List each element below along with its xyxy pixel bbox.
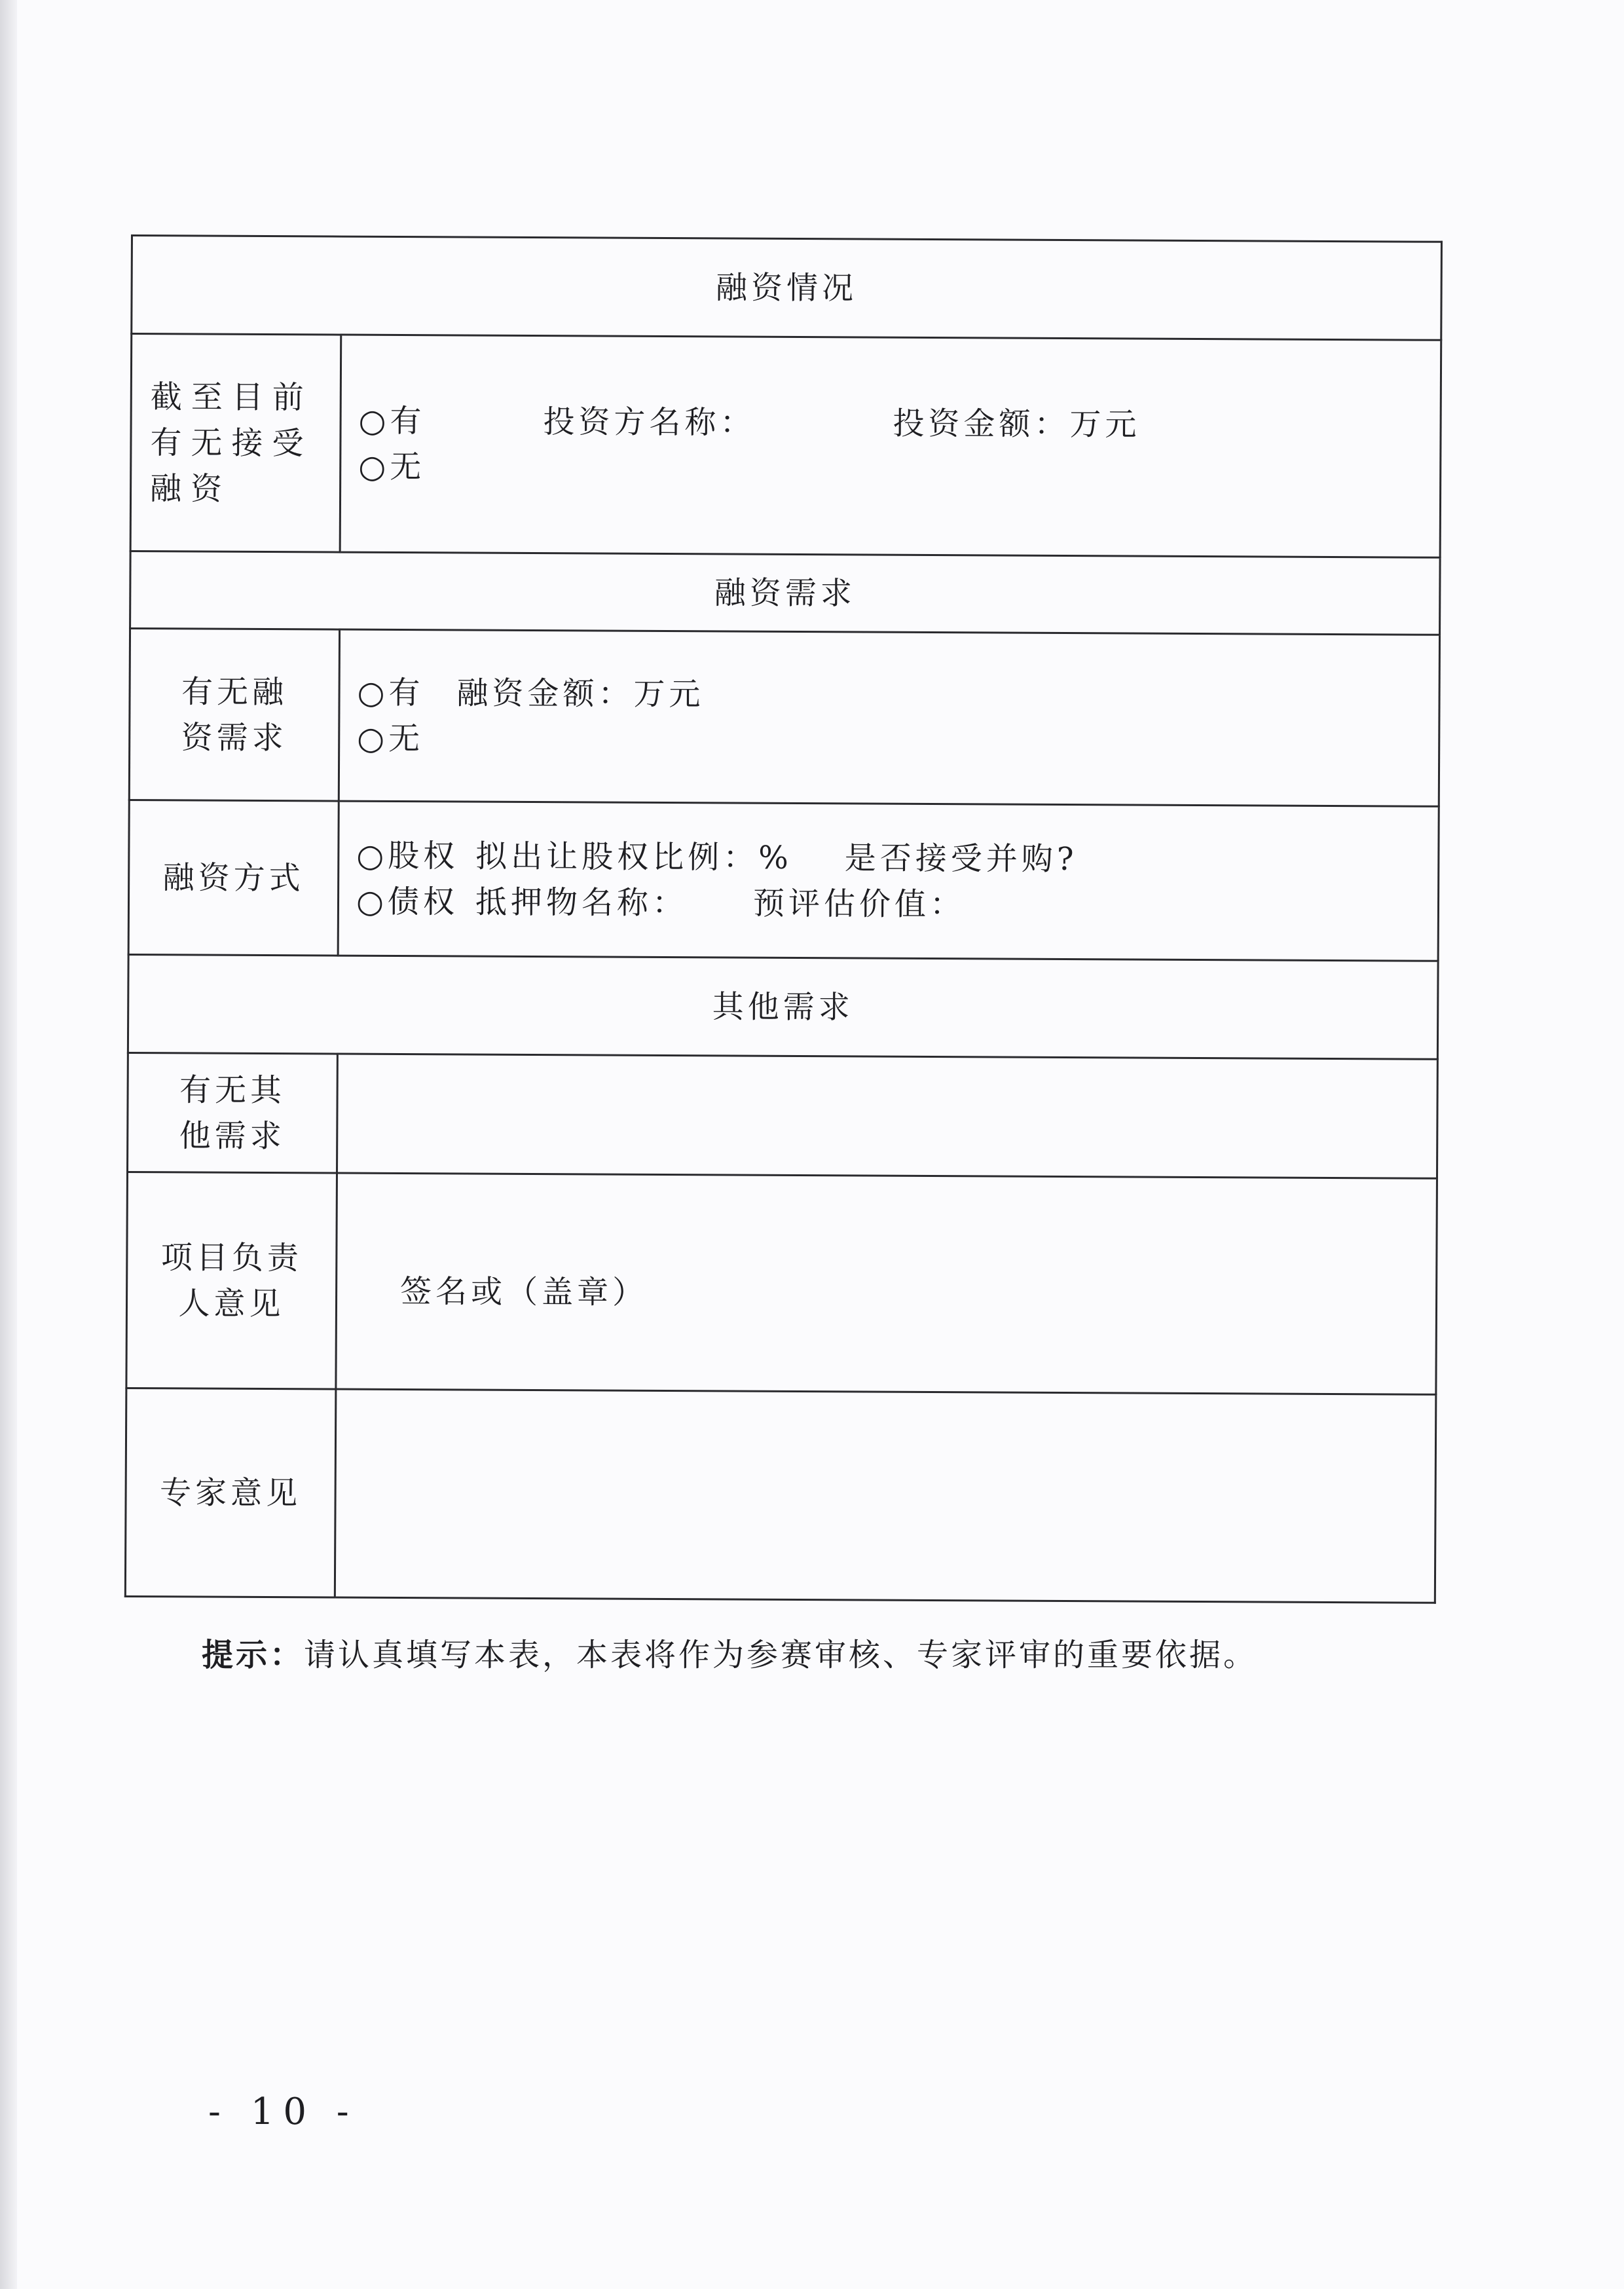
tip-label: 提示：	[202, 1637, 304, 1673]
financing-form-table	[124, 234, 1443, 1604]
option-financing-received-yes[interactable]: ○有	[358, 402, 426, 439]
estimated-value-label: 预评估价值：	[752, 885, 966, 923]
label-financing-needs-text: 有无融资需求	[181, 673, 288, 756]
content-financing-needs	[339, 629, 1439, 806]
tip-text: 请认真填写本表，本表将作为参赛审核、专家评审的重要依据。	[304, 1637, 1258, 1673]
tip-note	[202, 1629, 1257, 1675]
collateral-name-label: 抵押物名称：	[475, 884, 688, 921]
expert-opinion-input[interactable]	[335, 1389, 1436, 1603]
label-leader-opinion-text: 项目负责人意见	[160, 1238, 303, 1322]
financing-method-equity-line	[356, 832, 1437, 884]
label-other-needs	[128, 1052, 338, 1173]
investor-name-label: 投资方名称：	[543, 403, 756, 441]
financing-needs-yes-line	[357, 669, 1438, 720]
label-expert-opinion: 专家意见	[125, 1388, 336, 1597]
option-financing-needs-no[interactable]: ○无	[357, 720, 424, 757]
option-debt[interactable]: ○债权	[356, 883, 459, 920]
label-financing-method: 融资方式	[128, 800, 339, 956]
section-row-financing-status	[132, 236, 1442, 341]
scan-edge	[0, 0, 17, 2289]
section-row-financing-needs	[130, 551, 1441, 635]
row-other-needs	[128, 1052, 1438, 1178]
financing-amount-label: 融资金额：万元	[456, 674, 705, 713]
section-title-other-needs: 其他需求	[128, 954, 1438, 1059]
row-expert-opinion	[125, 1388, 1436, 1603]
option-equity[interactable]: ○股权	[356, 837, 459, 874]
leader-opinion-input[interactable]	[336, 1173, 1437, 1394]
investment-amount-label: 投资金额：万元	[893, 405, 1141, 443]
option-financing-received-no[interactable]: ○无	[358, 448, 426, 485]
label-other-needs-text: 有无其他需求	[179, 1071, 286, 1155]
row-financing-needs	[129, 629, 1439, 807]
section-row-other-needs	[128, 954, 1438, 1059]
content-financing-method	[338, 801, 1439, 961]
label-financing-needs	[129, 629, 339, 802]
section-title-financing-needs: 融资需求	[130, 551, 1441, 635]
row-financing-received	[130, 334, 1441, 558]
financing-received-yes-line	[358, 398, 1439, 449]
content-financing-received	[340, 335, 1441, 557]
row-leader-opinion	[126, 1172, 1437, 1394]
label-leader-opinion	[126, 1172, 337, 1389]
row-financing-method	[128, 800, 1439, 961]
equity-ratio-label: 拟出让股权比例：%	[475, 838, 793, 876]
option-financing-needs-yes[interactable]: ○有	[357, 674, 424, 711]
merger-question: 是否接受并购?	[844, 839, 1078, 878]
financing-method-debt-line	[356, 878, 1437, 929]
page-number: - 10 -	[208, 2091, 358, 2133]
label-financing-received-text: 截至目前有无接受融资	[149, 378, 313, 508]
section-title-financing-status: 融资情况	[132, 236, 1442, 341]
other-needs-input[interactable]	[337, 1054, 1438, 1178]
signature-label: 签名或（盖章）	[399, 1273, 648, 1311]
label-financing-received	[130, 334, 341, 553]
